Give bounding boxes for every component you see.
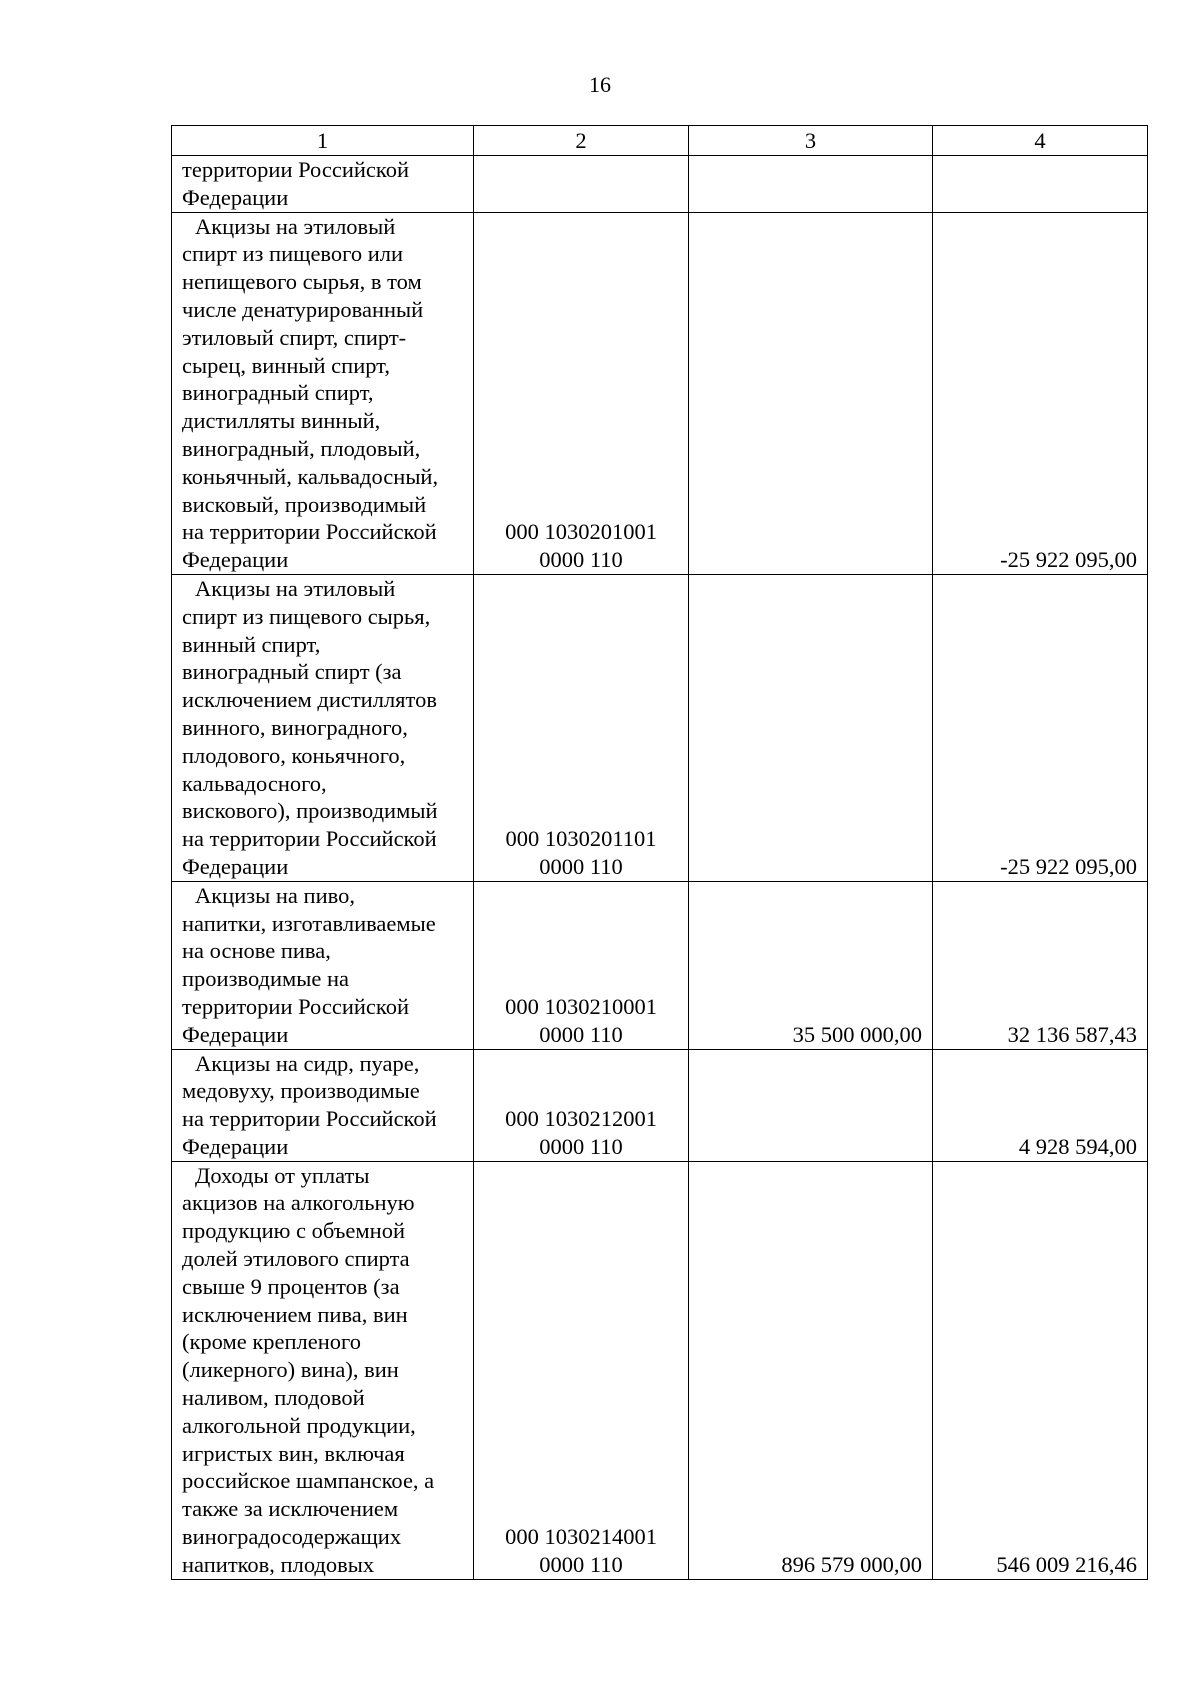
plan-amount-cell xyxy=(689,1049,933,1161)
budget-code-cell xyxy=(474,1161,689,1579)
header-cell: 3 xyxy=(689,126,933,156)
plan-amount-cell xyxy=(689,574,933,881)
budget-code-line: 000 1030201001 xyxy=(505,519,657,545)
description-line: напитков, плодовых xyxy=(182,1551,375,1577)
fact-amount-cell xyxy=(933,212,1148,574)
budget-code-cell xyxy=(474,881,689,1049)
description-line: висковый, производимый xyxy=(182,491,427,517)
description-line: спирт из пищевого или xyxy=(182,241,404,267)
description-cell xyxy=(172,156,474,213)
description-cell xyxy=(172,1049,474,1161)
fact-amount-cell xyxy=(933,156,1148,213)
description-line: Федерации xyxy=(182,853,289,879)
description-line: долей этилового спирта xyxy=(182,1246,410,1272)
description-line: Федерации xyxy=(182,1133,289,1159)
description-cell xyxy=(172,574,474,881)
budget-code-line: 000 1030201101 xyxy=(505,826,657,852)
fact-amount-cell xyxy=(933,881,1148,1049)
fact-amount: -25 922 095,00 xyxy=(1000,547,1137,573)
budget-code-line: 0000 110 xyxy=(539,1133,623,1159)
table-row xyxy=(172,212,1148,574)
page-number: 16 xyxy=(589,72,611,97)
description-line: территории Российской xyxy=(182,993,409,1019)
header-cell: 1 xyxy=(172,126,474,156)
fact-amount-cell xyxy=(933,1161,1148,1579)
description-line: Федерации xyxy=(182,1021,289,1047)
description-line: также за исключением xyxy=(182,1496,399,1522)
table-row xyxy=(172,156,1148,213)
budget-code-line: 0000 110 xyxy=(539,1551,623,1577)
budget-code-line: 0000 110 xyxy=(539,547,623,573)
description-cell xyxy=(172,1161,474,1579)
description-line: Акцизы на пиво, xyxy=(195,882,355,908)
description-line: российское шампанское, а xyxy=(182,1468,435,1494)
description-line: коньячный, кальвадосный, xyxy=(182,463,439,489)
fact-amount-cell xyxy=(933,1049,1148,1161)
header-cell: 2 xyxy=(474,126,689,156)
description-line: акцизов на алкогольную xyxy=(182,1190,415,1216)
budget-code-line: 000 1030210001 xyxy=(505,993,657,1019)
description-line: Акцизы на этиловый xyxy=(195,575,396,601)
header-cell: 4 xyxy=(933,126,1148,156)
budget-code-line: 0000 110 xyxy=(539,1021,623,1047)
description-line: плодового, коньячного, xyxy=(182,742,406,768)
table-header-row xyxy=(172,126,1148,156)
fact-amount: 4 928 594,00 xyxy=(1018,1133,1137,1159)
budget-code-cell xyxy=(474,212,689,574)
fact-amount: 546 009 216,46 xyxy=(996,1551,1137,1577)
description-line: алкогольной продукции, xyxy=(182,1412,416,1438)
description-line: производимые на xyxy=(182,966,350,992)
budget-code-line: 0000 110 xyxy=(539,853,623,879)
table-row xyxy=(172,1049,1148,1161)
description-line: вискового), производимый xyxy=(182,798,438,824)
description-line: дистилляты винный, xyxy=(182,408,381,434)
fact-amount-cell xyxy=(933,574,1148,881)
description-line: территории Российской xyxy=(182,157,409,182)
description-line: Акцизы на этиловый xyxy=(195,213,396,239)
table-row xyxy=(172,574,1148,881)
description-line: на территории Российской xyxy=(182,519,437,545)
fact-amount: 32 136 587,43 xyxy=(1007,1021,1137,1047)
description-line: числе денатурированный xyxy=(182,296,424,322)
description-line: Федерации xyxy=(182,184,289,210)
description-line: Доходы от уплаты xyxy=(195,1162,370,1188)
description-line: исключением пива, вин xyxy=(182,1301,408,1327)
description-line: этиловый спирт, спирт- xyxy=(182,324,407,350)
plan-amount: 896 579 000,00 xyxy=(781,1551,922,1577)
plan-amount: 35 500 000,00 xyxy=(792,1021,922,1047)
description-line: винного, виноградного, xyxy=(182,714,408,740)
description-line: на территории Российской xyxy=(182,1106,437,1132)
plan-amount-cell xyxy=(689,881,933,1049)
budget-table xyxy=(171,125,1148,1580)
description-line: виноградный спирт, xyxy=(182,380,374,406)
budget-code-cell xyxy=(474,1049,689,1161)
description-line: на территории Российской xyxy=(182,826,437,852)
table-row xyxy=(172,881,1148,1049)
description-line: винный спирт, xyxy=(182,631,321,657)
description-cell xyxy=(172,212,474,574)
description-line: виноградный, плодовый, xyxy=(182,435,421,461)
description-line: непищевого сырья, в том xyxy=(182,269,422,295)
description-line: напитки, изготавливаемые xyxy=(182,910,436,936)
description-line: Акцизы на сидр, пуаре, xyxy=(195,1050,420,1076)
description-line: исключением дистиллятов xyxy=(182,687,437,713)
description-line: виноградосодержащих xyxy=(182,1524,402,1550)
description-line: Федерации xyxy=(182,547,289,573)
description-line: игристых вин, включая xyxy=(182,1440,405,1466)
description-line: (ликерного) вина), вин xyxy=(182,1357,399,1383)
description-line: медовуху, производимые xyxy=(182,1078,420,1104)
fact-amount: -25 922 095,00 xyxy=(1000,853,1137,879)
table-row xyxy=(172,1161,1148,1579)
description-cell xyxy=(172,881,474,1049)
description-line: свыше 9 процентов (за xyxy=(182,1273,400,1299)
description-line: кальвадосного, xyxy=(182,770,327,796)
description-line: наливом, плодовой xyxy=(182,1385,365,1411)
budget-code-line: 000 1030212001 xyxy=(505,1106,657,1132)
budget-code-cell xyxy=(474,156,689,213)
description-line: на основе пива, xyxy=(182,938,331,964)
description-line: продукцию с объемной xyxy=(182,1218,405,1244)
plan-amount-cell xyxy=(689,156,933,213)
description-line: сырец, винный спирт, xyxy=(182,352,390,378)
plan-amount-cell xyxy=(689,212,933,574)
budget-code-cell xyxy=(474,574,689,881)
description-line: (кроме крепленого xyxy=(182,1329,361,1355)
description-line: виноградный спирт (за xyxy=(182,659,402,685)
description-line: спирт из пищевого сырья, xyxy=(182,603,431,629)
plan-amount-cell xyxy=(689,1161,933,1579)
budget-code-line: 000 1030214001 xyxy=(505,1524,657,1550)
